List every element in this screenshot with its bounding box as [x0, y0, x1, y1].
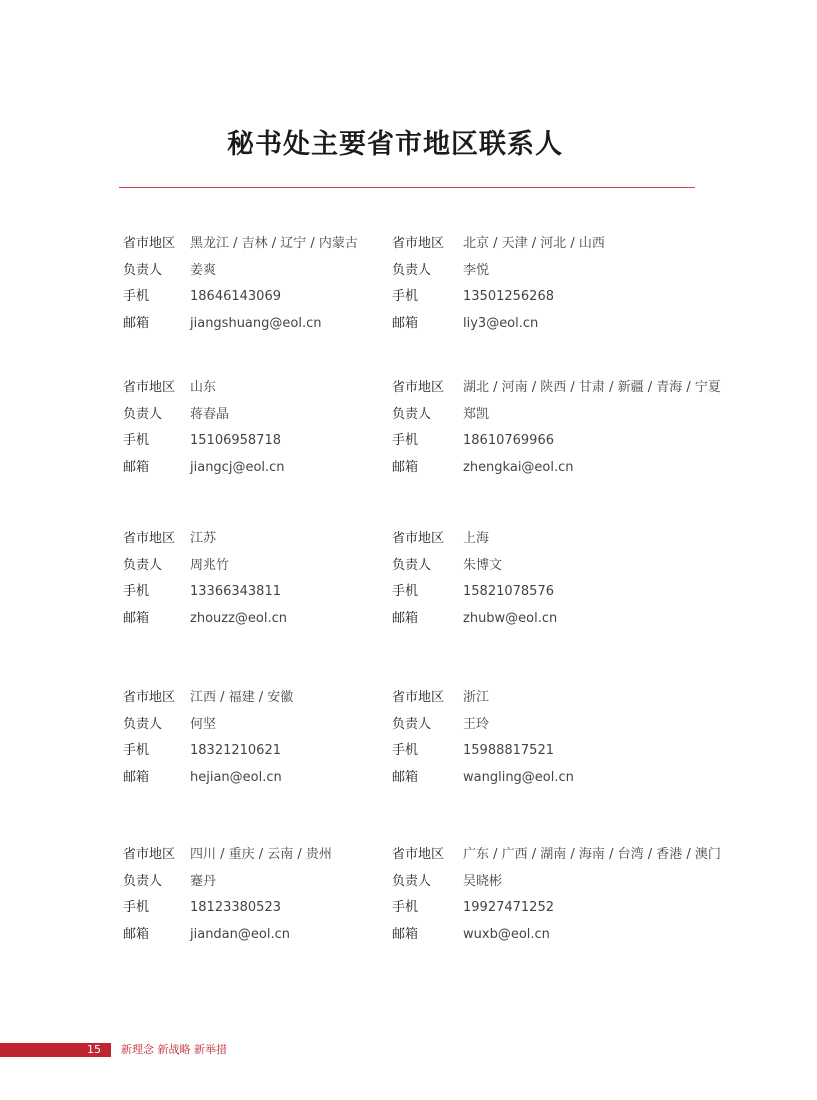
contact-phone-value[interactable]: 13366343811 [190, 584, 281, 599]
contact-email-label: 邮箱 [123, 316, 150, 331]
contact-phone-label: 手机 [123, 289, 150, 304]
contact-phone-label: 手机 [392, 289, 419, 304]
contact-region-value: 浙江 [463, 690, 490, 705]
contact-phone-label: 手机 [392, 743, 419, 758]
page-number: 15 [87, 1043, 101, 1056]
contact-email-value[interactable]: jiandan@eol.cn [190, 927, 290, 942]
contact-person-value: 郑凯 [463, 407, 490, 422]
contact-phone-label: 手机 [392, 900, 419, 915]
contact-person-label: 负责人 [123, 558, 163, 573]
contact-email-value[interactable]: jiangshuang@eol.cn [190, 316, 322, 331]
contact-person-label: 负责人 [392, 407, 432, 422]
contact-person-label: 负责人 [123, 263, 163, 278]
contact-phone-label: 手机 [123, 743, 150, 758]
contact-phone-value[interactable]: 19927471252 [463, 900, 554, 915]
contact-phone-value[interactable]: 15821078576 [463, 584, 554, 599]
contact-email-label: 邮箱 [123, 460, 150, 475]
title-divider [119, 187, 695, 188]
contact-region-value: 上海 [463, 531, 490, 546]
contact-person-value: 何坚 [190, 717, 217, 732]
contact-region-label: 省市地区 [392, 380, 445, 395]
contact-phone-value[interactable]: 18123380523 [190, 900, 281, 915]
contact-phone-label: 手机 [123, 584, 150, 599]
contact-email-value[interactable]: wuxb@eol.cn [463, 927, 550, 942]
contact-person-value: 吴晓彬 [463, 874, 503, 889]
contact-email-value[interactable]: zhubw@eol.cn [463, 611, 558, 626]
contact-email-label: 邮箱 [392, 770, 419, 785]
contact-person-label: 负责人 [392, 558, 432, 573]
contact-email-value[interactable]: wangling@eol.cn [463, 770, 574, 785]
contact-email-value[interactable]: zhouzz@eol.cn [190, 611, 287, 626]
contact-person-label: 负责人 [392, 263, 432, 278]
contact-region-label: 省市地区 [392, 847, 445, 862]
contact-phone-label: 手机 [123, 433, 150, 448]
contact-region-value: 山东 [190, 380, 217, 395]
contact-person-value: 王玲 [463, 717, 490, 732]
contact-phone-label: 手机 [392, 584, 419, 599]
footer-slogan: 新理念 新战略 新举措 [121, 1043, 227, 1056]
contact-email-value[interactable]: liy3@eol.cn [463, 316, 539, 331]
contact-phone-value[interactable]: 18321210621 [190, 743, 281, 758]
contact-person-label: 负责人 [392, 717, 432, 732]
contact-region-label: 省市地区 [392, 531, 445, 546]
contact-region-value: 江西 / 福建 / 安徽 [190, 690, 294, 705]
contact-email-label: 邮箱 [392, 611, 419, 626]
contact-phone-value[interactable]: 15106958718 [190, 433, 281, 448]
contact-email-value[interactable]: zhengkai@eol.cn [463, 460, 574, 475]
contact-region-value: 广东 / 广西 / 湖南 / 海南 / 台湾 / 香港 / 澳门 [463, 847, 721, 862]
contact-email-value[interactable]: jiangcj@eol.cn [190, 460, 285, 475]
contact-email-label: 邮箱 [392, 460, 419, 475]
contact-phone-label: 手机 [392, 433, 419, 448]
contact-region-value: 湖北 / 河南 / 陕西 / 甘肃 / 新疆 / 青海 / 宁夏 [463, 380, 721, 395]
contact-person-label: 负责人 [392, 874, 432, 889]
contact-phone-value[interactable]: 18646143069 [190, 289, 281, 304]
contact-person-value: 朱博文 [463, 558, 503, 573]
contact-region-value: 江苏 [190, 531, 217, 546]
contact-person-label: 负责人 [123, 407, 163, 422]
contact-phone-value[interactable]: 15988817521 [463, 743, 554, 758]
footer-page-bar [0, 1043, 111, 1057]
contact-region-value: 四川 / 重庆 / 云南 / 贵州 [190, 847, 332, 862]
contact-person-label: 负责人 [123, 874, 163, 889]
contact-person-label: 负责人 [123, 717, 163, 732]
contact-email-value[interactable]: hejian@eol.cn [190, 770, 282, 785]
contact-email-label: 邮箱 [123, 611, 150, 626]
contact-region-label: 省市地区 [123, 380, 176, 395]
contact-region-label: 省市地区 [392, 690, 445, 705]
contact-email-label: 邮箱 [123, 770, 150, 785]
contact-email-label: 邮箱 [123, 927, 150, 942]
contact-email-label: 邮箱 [392, 927, 419, 942]
contact-person-value: 姜爽 [190, 263, 217, 278]
contact-phone-value[interactable]: 18610769966 [463, 433, 554, 448]
contact-person-value: 蒋春晶 [190, 407, 230, 422]
contact-phone-label: 手机 [123, 900, 150, 915]
contact-region-label: 省市地区 [123, 531, 176, 546]
contact-region-value: 北京 / 天津 / 河北 / 山西 [463, 236, 605, 251]
contact-phone-value[interactable]: 13501256268 [463, 289, 554, 304]
contact-region-label: 省市地区 [123, 847, 176, 862]
contact-person-value: 蹇丹 [190, 874, 217, 889]
contact-region-value: 黑龙江 / 吉林 / 辽宁 / 内蒙古 [190, 236, 358, 251]
page-title: 秘书处主要省市地区联系人 [227, 129, 563, 160]
contact-email-label: 邮箱 [392, 316, 419, 331]
contact-region-label: 省市地区 [123, 236, 176, 251]
contact-region-label: 省市地区 [392, 236, 445, 251]
contact-person-value: 李悦 [463, 263, 490, 278]
contact-person-value: 周兆竹 [190, 558, 230, 573]
contact-region-label: 省市地区 [123, 690, 176, 705]
